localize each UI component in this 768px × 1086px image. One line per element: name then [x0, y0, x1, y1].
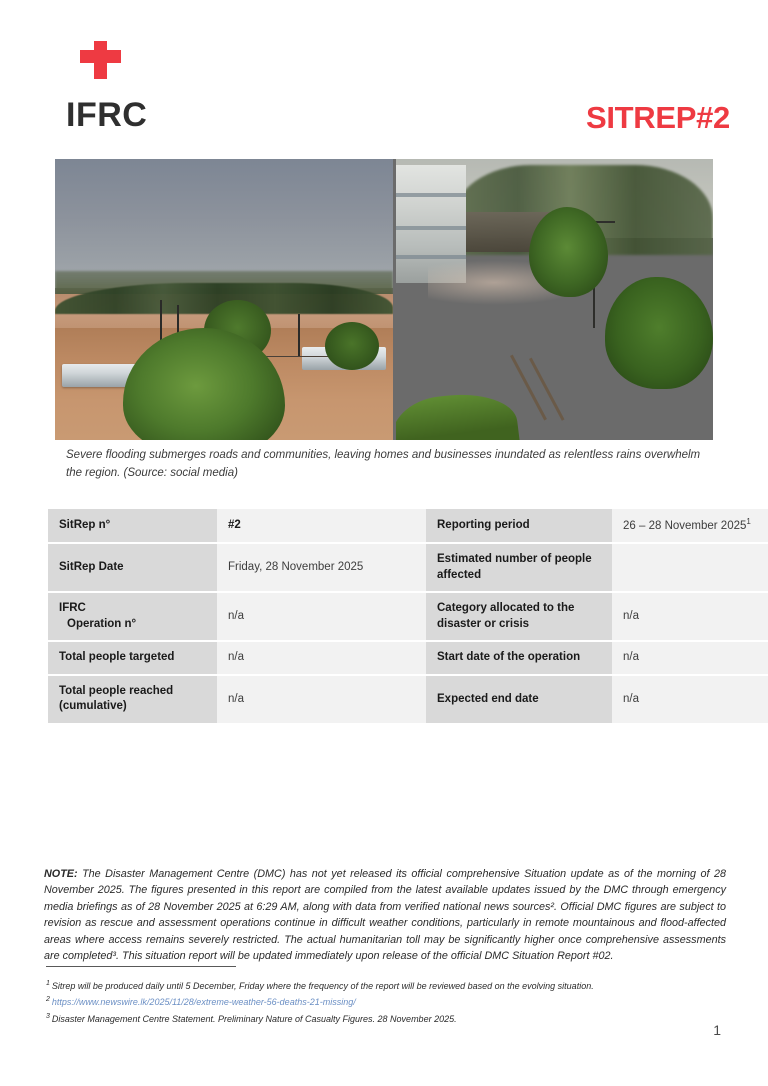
reporting-period-text: 26 – 28 November 2025 [623, 519, 747, 532]
reached-label-line1: Total people reached [59, 684, 174, 697]
page-number: 1 [713, 1022, 721, 1038]
note-body: The Disaster Management Centre (DMC) has not yet released its official comprehensive Situation update as of the morning of 28 November 2025. The figures presented in this report are compiled from the latest available updates issued by the DMC through emergency media briefings as of 28 November 2025 at 6:29 AM, along with data from verified national news sources². Official DMC figures are subject to revision as rescue and assessment operations continue in difficult weather conditions, particularly in remote mountainous and flood-affected areas where access remains severely restricted. The actual humanitarian toll may be significantly higher once comprehensive assessments are completed³. This situation report will be updated immediately upon release of the official DMC Situation Report #02. [44, 868, 726, 963]
cell-label-reporting-period: Reporting period [426, 509, 612, 543]
table-row [48, 641, 768, 675]
footnote-text: Sitrep will be produced daily until 5 December, Friday where the frequency of the report will be reviewed based on the evolving situation. [51, 981, 594, 991]
cell-label-ifrc-operation-no [48, 592, 217, 641]
cell-value-expected-end-date: n/a [612, 675, 768, 724]
cell-value-reporting-period [612, 509, 768, 543]
utility-pole-3 [298, 314, 300, 356]
sitrep-summary-table [48, 509, 768, 725]
cell-value-sitrep-date: Friday, 28 November 2025 [217, 543, 426, 592]
footnote-separator [46, 966, 236, 967]
footnote-link[interactable]: https://www.newswire.lk/2025/11/28/extreme-weather-56-deaths-21-missing/ [51, 997, 356, 1008]
reached-label-line2: (cumulative) [59, 700, 127, 713]
table-row [48, 509, 768, 543]
footnote-item-2 [46, 994, 726, 1010]
footnote-number: 2 [46, 996, 50, 1004]
logo-marks [66, 38, 186, 90]
footnote-item-1 [46, 978, 726, 994]
cell-label-sitrep-date: SitRep Date [48, 543, 217, 592]
photo-flooded-street [396, 159, 713, 440]
table-row [48, 675, 768, 724]
ifrc-logo [66, 38, 246, 132]
cell-value-sitrep-no: #2 [217, 509, 426, 543]
page-header [0, 0, 768, 152]
cell-value-start-date: n/a [612, 641, 768, 675]
building-balcony-2 [396, 226, 466, 230]
footnote-text: Disaster Management Centre Statement. Preliminary Nature of Casualty Figures. 28 November 2025. [51, 1013, 457, 1024]
table-row [48, 543, 768, 592]
cell-value-estimated-affected [612, 543, 768, 592]
cell-label-expected-end-date: Expected end date [426, 675, 612, 724]
ifrc-label-line2: Operation n° [67, 617, 137, 630]
cell-value-total-targeted: n/a [217, 641, 426, 675]
footnote-item-3 [46, 1011, 726, 1027]
footnote-marker-1: 1 [746, 517, 751, 526]
footnote-list [46, 978, 726, 1027]
page-title: SITREP#2 [585, 100, 730, 135]
footnote-number: 3 [46, 1012, 50, 1020]
red-cross-crescent-icon [66, 38, 186, 90]
photo-caption: Severe flooding submerges roads and communities, leaving homes and businesses inundated as relentless rains overwhelm the region. (Source: social media) [66, 449, 701, 479]
table-row [48, 592, 768, 641]
photo-flooded-riverside [55, 159, 393, 440]
note-prefix: NOTE: [44, 868, 78, 880]
cell-value-total-reached: n/a [217, 675, 426, 724]
ifrc-label-line1: IFRC [59, 602, 86, 615]
photo-band [55, 159, 713, 440]
cell-label-estimated-affected: Estimated number of people affected [426, 543, 612, 592]
sky-region [55, 159, 393, 288]
note-paragraph [44, 866, 726, 964]
cell-label-total-reached [48, 675, 217, 724]
building-balcony-1 [396, 193, 466, 197]
cell-label-category: Category allocated to the disaster or crisis [426, 592, 612, 641]
tree-right [325, 322, 379, 370]
cell-value-category: n/a [612, 592, 768, 641]
ifrc-wordmark: IFRC [66, 96, 148, 134]
cell-label-sitrep-no: SitRep n° [48, 509, 217, 543]
cell-label-total-targeted: Total people targeted [48, 641, 217, 675]
cell-label-start-date: Start date of the operation [426, 641, 612, 675]
cell-value-ifrc-operation-no: n/a [217, 592, 426, 641]
footnote-number: 1 [46, 980, 50, 987]
tree-right [605, 277, 713, 389]
